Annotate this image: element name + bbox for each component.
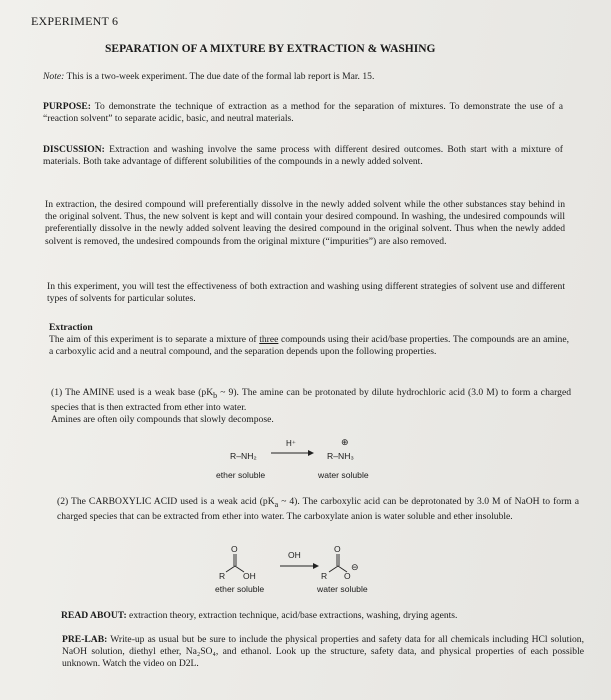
experiment-paragraph: In this experiment, you will test the effectiveness of both extraction and washing using different strategies of solvent use and different types of solvents for particular solutes. bbox=[47, 281, 565, 305]
amine-reagent: H⁺ bbox=[286, 439, 296, 448]
extraction-underlined-word: three bbox=[259, 334, 279, 346]
acid-o-label: O bbox=[231, 544, 238, 554]
carboxylate-structure bbox=[321, 544, 359, 581]
amine-reactant: R–NH₂ bbox=[230, 451, 257, 461]
read-about-text: extraction theory, extraction technique, acid/base extractions, washing, drying agents. bbox=[126, 610, 458, 621]
extraction-text-after: compounds using their acid/base properties. The compounds are an amine, a carboxylic acid and a neutral compound, and the separation depends upon the following properties. bbox=[49, 334, 569, 358]
extraction-text-before: The aim of this experiment is to separate a mixture of bbox=[49, 334, 260, 346]
amine-reactant-solubility: ether soluble bbox=[216, 470, 266, 480]
discussion-label: DISCUSSION: bbox=[43, 144, 105, 155]
acid-reagent: OH bbox=[288, 550, 301, 560]
discussion-paragraph bbox=[43, 144, 563, 168]
document-title: SEPARATION OF A MIXTURE BY EXTRACTION & WASHING bbox=[105, 43, 436, 55]
purpose-paragraph bbox=[43, 101, 563, 125]
amine-text-1: (1) The AMINE used is a weak base (pK bbox=[51, 387, 214, 398]
amine-product-solubility: water soluble bbox=[318, 470, 369, 480]
carboxylic-acid-structure bbox=[219, 544, 256, 581]
extraction-washing-paragraph: In extraction, the desired compound will preferentially dissolve in the newly added solvent while the other substances stay behind in the original solvent. Thus, the new solvent is kept and will contain your desired compound. In washing, the undesired compounds will preferentially dissolve in the newly added solvent leaving the desired compound in the original solvent. Thus when the newly added solvent is removed, the undesired compounds from the original mixture (“impurities”) are also removed. bbox=[45, 199, 565, 247]
prelab-text: Write-up as usual but be sure to include the physical properties and safety data for all chemicals including HCl solution, NaOH solution, diethyl ether, Na₂SO₄, and ethanol. Look up the structure, safety data, and physical properties of each possible unknown. Watch the video on D2L. bbox=[62, 634, 584, 670]
acid-subscript: a bbox=[274, 499, 279, 509]
acid-oh-label: OH bbox=[243, 571, 256, 581]
amine-reaction-arrow bbox=[270, 448, 315, 458]
acid-paragraph bbox=[57, 496, 579, 523]
discussion-text: Extraction and washing involve the same process with different desired outcomes. Both start with a mixture of materials. Both take advantage of different solubilities of the compounds in a newly added solvent. bbox=[43, 144, 563, 168]
acid-text-2: ~ 4). The carboxylic acid can be deprotonated by 3.0 M of NaOH to form a charged species that can be extracted from ether into water. The carboxylate anion is water soluble and ether insoluble. bbox=[57, 496, 579, 523]
experiment-number: EXPERIMENT 6 bbox=[31, 14, 119, 28]
note-label: Note: bbox=[43, 71, 65, 82]
anion-o-minus-label: O bbox=[344, 571, 351, 581]
extraction-section bbox=[49, 322, 569, 359]
anion-o-label: O bbox=[334, 544, 341, 554]
read-about-label: READ ABOUT: bbox=[61, 610, 127, 621]
purpose-text: To demonstrate the technique of extraction as a method for the separation of mixtures. To demonstrate the use of a “reaction solvent” to separate acidic, basic, and neutral materials. bbox=[43, 101, 563, 125]
acid-reaction-arrow bbox=[280, 563, 319, 569]
amine-text-3: Amines are often oily compounds that slowly decompose. bbox=[51, 414, 274, 426]
purpose-label: PURPOSE: bbox=[43, 101, 91, 112]
minus-charge-icon: ⊖ bbox=[351, 562, 359, 572]
prelab-label: PRE-LAB: bbox=[62, 634, 108, 645]
acid-text-1: (2) The CARBOXYLIC ACID used is a weak acid (pK bbox=[57, 496, 275, 507]
amine-product: R–NH₃ bbox=[327, 451, 354, 461]
prelab-paragraph bbox=[62, 634, 584, 671]
note-paragraph bbox=[43, 71, 563, 83]
anion-r-label: R bbox=[321, 571, 328, 581]
acid-reactant-solubility: ether soluble bbox=[215, 584, 265, 594]
amine-paragraph bbox=[51, 387, 571, 427]
acid-product-solubility: water soluble bbox=[317, 584, 368, 594]
amine-subscript: b bbox=[213, 390, 218, 400]
read-about-paragraph bbox=[61, 610, 581, 622]
amine-charge-icon: ⊕ bbox=[341, 437, 349, 447]
acid-r-label: R bbox=[219, 571, 226, 581]
extraction-heading: Extraction bbox=[49, 322, 93, 333]
amine-text-2: ~ 9). The amine can be protonated by dilute hydrochloric acid (3.0 M) to form a charged species that is then extracted from ether into water. bbox=[51, 387, 571, 414]
note-text: This is a two-week experiment. The due date of the formal lab report is Mar. 15. bbox=[64, 71, 375, 82]
